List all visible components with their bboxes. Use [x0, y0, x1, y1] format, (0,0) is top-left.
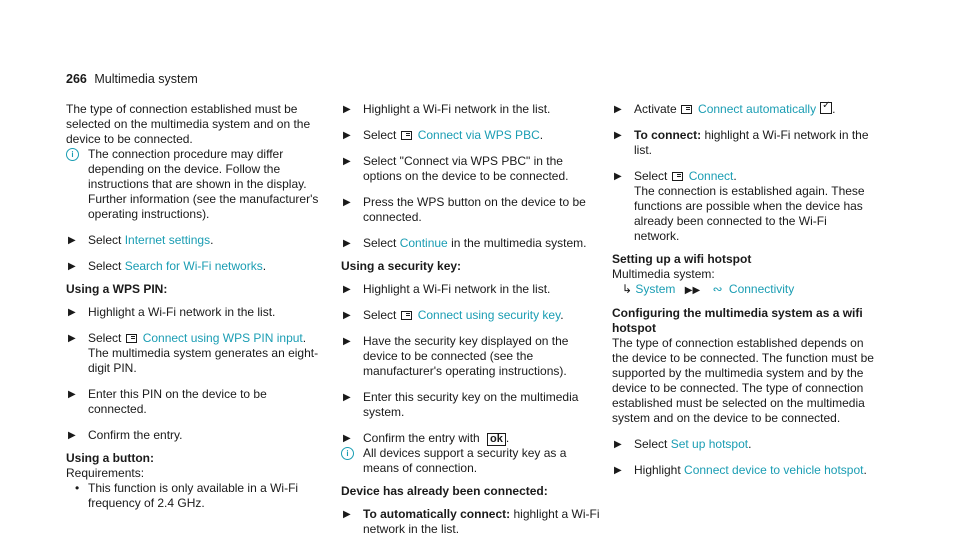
menu-icon: [401, 131, 412, 140]
step-arrow-icon: ▶: [343, 433, 351, 444]
step-wps-pbc: ▶ Select Connect via WPS PBC.: [343, 128, 544, 142]
step-arrow-icon: ▶: [343, 284, 351, 295]
heading-wifi-hotspot: Setting up a wifi hotspot: [612, 252, 752, 266]
step-key-highlight: ▶ Highlight a Wi-Fi network in the list.: [343, 282, 551, 296]
column-1: [66, 102, 328, 511]
ok-key-icon: ok: [487, 433, 506, 446]
multimedia-system-label: Multimedia system:: [612, 267, 715, 281]
wps-pin-input-link[interactable]: Connect using WPS PIN input: [142, 331, 303, 345]
column-2: [341, 102, 603, 537]
step-arrow-icon: ▶: [68, 389, 76, 400]
step-internet-settings: ▶ Select Internet settings.: [68, 233, 214, 247]
step-setup-hotspot: ▶ Select Set up hotspot.: [614, 437, 752, 451]
menu-icon: [681, 105, 692, 114]
info-icon: i: [66, 148, 79, 161]
step-arrow-icon: ▶: [614, 439, 622, 450]
step-arrow-icon: ▶: [68, 261, 76, 272]
return-arrow-icon: ↳: [622, 282, 633, 296]
page-header: [66, 72, 198, 87]
key-info-note: i All devices support a security key as a means of connection.: [341, 446, 603, 476]
connect-device-hotspot-link[interactable]: Connect device to vehicle hotspot: [684, 463, 864, 477]
step-arrow-icon: ▶: [614, 465, 622, 476]
setup-hotspot-link[interactable]: Set up hotspot: [670, 437, 749, 451]
step-arrow-icon: ▶: [343, 104, 351, 115]
page-number: 266: [66, 72, 87, 86]
heading-wps-pin: Using a WPS PIN:: [66, 282, 168, 296]
step-arrow-icon: ▶: [614, 130, 622, 141]
continue-link[interactable]: Continue: [399, 236, 448, 250]
step-enter-pin: ▶ Enter this PIN on the device to be connected.: [68, 387, 267, 416]
step-arrow-icon: ▶: [343, 509, 351, 520]
step-select-connect: ▶ Select Connect. The connection is established again. These functions are possible when the device has already been connected to the Wi-Fi network.: [614, 169, 865, 243]
step-arrow-icon: ▶: [343, 130, 351, 141]
step-arrow-icon: ▶: [68, 307, 76, 318]
column-3: [612, 102, 874, 478]
step-continue: ▶ Select Continue in the multimedia system.: [343, 236, 587, 250]
menu-icon: [672, 172, 683, 181]
intro-text: The type of connection established must be selected on the multimedia system and on the device to be connected.: [66, 102, 311, 146]
path-system-link[interactable]: System: [635, 282, 676, 296]
heading-security-key: Using a security key:: [341, 259, 462, 273]
step-arrow-icon: ▶: [343, 156, 351, 167]
step-highlight-device: ▶ Highlight Connect device to vehicle hotspot.: [614, 463, 867, 477]
connect-link[interactable]: Connect: [688, 169, 734, 183]
double-chevron-icon: ▶▶: [684, 285, 701, 296]
step-btn-highlight: ▶ Highlight a Wi-Fi network in the list.: [343, 102, 551, 116]
step-arrow-icon: ▶: [68, 235, 76, 246]
heading-already-connected: Device has already been connected:: [341, 484, 548, 498]
info-note: [66, 147, 328, 222]
bullet-icon: •: [75, 481, 80, 495]
wps-pbc-link[interactable]: Connect via WPS PBC: [417, 128, 540, 142]
section-title: Multimedia system: [94, 72, 198, 86]
search-wifi-networks-link[interactable]: Search for Wi-Fi networks: [124, 259, 263, 273]
config-text: The type of connection established depends on the device to be connected. The function must be supported by the multimedia system and by the device to be connected. The type of connection established must be selected on the multimedia system and on the device to be connected.: [612, 336, 874, 425]
step-device-options: ▶ Select "Connect via WPS PBC" in the options on the device to be connected.: [343, 154, 569, 183]
step-arrow-icon: ▶: [343, 197, 351, 208]
step-arrow-icon: ▶: [614, 104, 622, 115]
step-display-key: ▶ Have the security key displayed on the device to be connected (see the manufacturer's operating instructions).: [343, 334, 569, 378]
step-activate-auto: ▶ Activate Connect automatically ✓ .: [614, 100, 836, 116]
step-arrow-icon: ▶: [614, 171, 622, 182]
internet-settings-link[interactable]: Internet settings: [124, 233, 211, 247]
connect-automatically-link[interactable]: Connect automatically: [698, 102, 817, 116]
step-confirm-entry: ▶ Confirm the entry.: [68, 428, 183, 442]
wifi-icon: ∾: [712, 282, 723, 296]
step-wps-pin-input: ▶ Select Connect using WPS PIN input. The multimedia system generates an eight-digit PIN.: [68, 331, 319, 375]
step-confirm-ok: ▶ Confirm the entry with ok .: [343, 431, 510, 445]
menu-icon: [401, 311, 412, 320]
step-enter-key: ▶ Enter this security key on the multimedia system.: [343, 390, 579, 419]
info-icon: i: [341, 447, 354, 460]
step-arrow-icon: ▶: [343, 336, 351, 347]
requirement-bullet: • This function is only available in a Wi-Fi frequency of 2.4 GHz.: [75, 481, 299, 510]
step-auto-connect: ▶ To automatically connect: highlight a Wi-Fi network in the list.: [343, 507, 600, 536]
step-security-key: ▶ Select Connect using security key.: [343, 308, 564, 322]
step-to-connect: ▶ To connect: highlight a Wi-Fi network in the list.: [614, 128, 869, 157]
info-note-text: The connection procedure may differ depending on the device. Follow the instructions that are shown in the display. Further information (see the manufacturer's operating instructions).: [88, 147, 319, 221]
heading-configure-hotspot: Configuring the multimedia system as a wifi hotspot: [612, 306, 863, 335]
step-arrow-icon: ▶: [343, 392, 351, 403]
step-arrow-icon: ▶: [343, 238, 351, 249]
checkbox-checked-icon: ✓: [820, 102, 832, 114]
menu-icon: [126, 334, 137, 343]
step-highlight-network: ▶ Highlight a Wi-Fi network in the list.: [68, 305, 276, 319]
requirements-label: Requirements:: [66, 466, 145, 480]
step-arrow-icon: ▶: [68, 430, 76, 441]
step-search-networks: ▶ Select Search for Wi-Fi networks.: [68, 259, 267, 273]
heading-button: Using a button:: [66, 451, 154, 465]
menu-path: [612, 282, 874, 298]
security-key-link[interactable]: Connect using security key: [417, 308, 561, 322]
step-press-wps: ▶ Press the WPS button on the device to be connected.: [343, 195, 586, 224]
path-connectivity-link[interactable]: Connectivity: [728, 282, 795, 296]
step-arrow-icon: ▶: [68, 333, 76, 344]
step-arrow-icon: ▶: [343, 310, 351, 321]
